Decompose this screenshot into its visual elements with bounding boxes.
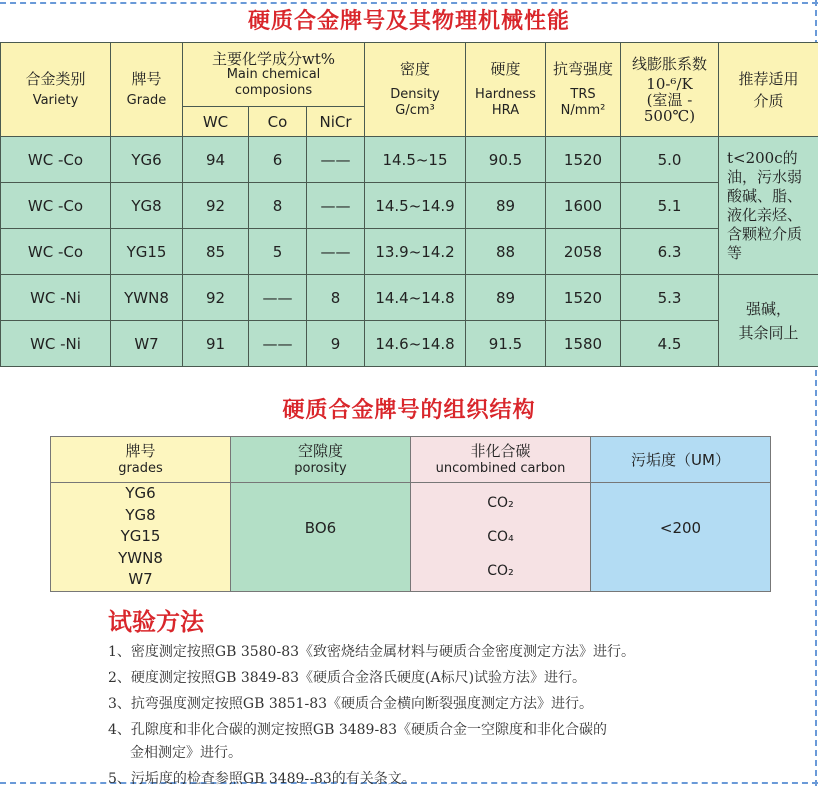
cell-variety: WC -Co [1, 183, 111, 229]
cell-variety: WC -Co [1, 137, 111, 183]
cell-density: 14.5~15 [365, 137, 466, 183]
header-medium: 推荐适用 介质 [719, 43, 818, 137]
cell-density: 14.6~14.8 [365, 321, 466, 367]
cell-density: 13.9~14.2 [365, 229, 466, 275]
table-row [1, 137, 818, 183]
method-item: 1、密度测定按照GB 3580-83《致密烧结金属材料与硬质合金密度测定方法》进行。 [108, 641, 635, 661]
cell-dirt: <200 [591, 483, 771, 592]
cell-hardness: 91.5 [466, 321, 546, 367]
cell-nicr: —— [307, 229, 365, 275]
cell-co: —— [249, 275, 307, 321]
cell-co: —— [249, 321, 307, 367]
header-nicr: NiCr [307, 107, 365, 137]
header-grade: 牌号 Grade [111, 43, 183, 137]
cell-variety: WC -Ni [1, 275, 111, 321]
cell-trs: 1520 [546, 275, 621, 321]
method-item: 2、硬度测定按照GB 3849-83《硬质合金洛氏硬度(A标尺)试验方法》进行。 [108, 667, 586, 687]
cell-trs: 1600 [546, 183, 621, 229]
cell-expansion: 5.3 [621, 275, 719, 321]
cell-co: 6 [249, 137, 307, 183]
cell-nicr: 8 [307, 275, 365, 321]
cell-co: 8 [249, 183, 307, 229]
cell-hardness: 89 [466, 275, 546, 321]
cell-trs: 1520 [546, 137, 621, 183]
cell-density: 14.5~14.9 [365, 183, 466, 229]
header-grades: 牌号 grades [51, 437, 231, 483]
cell-grade: YG8 [111, 183, 183, 229]
header-co: Co [249, 107, 307, 137]
table-row [1, 321, 818, 367]
cell-co: 5 [249, 229, 307, 275]
cell-grade: YG15 [111, 229, 183, 275]
cell-wc: 94 [183, 137, 249, 183]
properties-table [0, 42, 818, 367]
cell-porosity: BO6 [231, 483, 411, 592]
header-expansion: 线膨胀系数 10-⁶/K (室温 - 500℃) [621, 43, 719, 137]
cell-expansion: 6.3 [621, 229, 719, 275]
cell-trs: 2058 [546, 229, 621, 275]
cell-nicr: —— [307, 183, 365, 229]
method-item: 金相测定》进行。 [130, 742, 242, 762]
section-test-methods: 试验方法 [108, 602, 204, 637]
cell-grade: YWN8 [111, 275, 183, 321]
cell-medium-co: t<200c的油，污水弱酸碱、脂、液化亲烃、含颗粒介质等 [719, 137, 818, 275]
cell-hardness: 90.5 [466, 137, 546, 183]
cell-expansion: 4.5 [621, 321, 719, 367]
cell-wc: 91 [183, 321, 249, 367]
cell-wc: 92 [183, 183, 249, 229]
method-item: 3、抗弯强度测定按照GB 3851-83《硬质合金横向断裂强度测定方法》进行。 [108, 693, 593, 713]
header-porosity: 空隙度 porosity [231, 437, 411, 483]
cell-variety: WC -Co [1, 229, 111, 275]
cell-grades: YG6 YG8 YG15 YWN8 W7 [51, 483, 231, 592]
title-properties: 硬质合金牌号及其物理机械性能 [0, 4, 818, 35]
cell-medium-ni: 强碱， 其余同上 [719, 275, 818, 367]
header-carbon: 非化合碳 uncombined carbon [411, 437, 591, 483]
header-chemical: 主要化学成分wt% Main chemical composions [183, 43, 365, 107]
cell-wc: 92 [183, 275, 249, 321]
cell-variety: WC -Ni [1, 321, 111, 367]
table-row [1, 275, 818, 321]
cell-expansion: 5.0 [621, 137, 719, 183]
header-dirt: 污垢度（UM） [591, 437, 771, 483]
cell-hardness: 89 [466, 183, 546, 229]
structure-table [50, 436, 771, 592]
cell-wc: 85 [183, 229, 249, 275]
header-wc: WC [183, 107, 249, 137]
header-hardness: 硬度 Hardness HRA [466, 43, 546, 137]
header-density: 密度 Density G/cm³ [365, 43, 466, 137]
title-structure: 硬质合金牌号的组织结构 [0, 393, 818, 424]
method-item: 5、污垢度的检查参照GB 3489--83的有关条文。 [108, 768, 416, 788]
cell-trs: 1580 [546, 321, 621, 367]
cell-carbon: CO₂ CO₄ CO₂ [411, 483, 591, 592]
cell-hardness: 88 [466, 229, 546, 275]
cell-grade: W7 [111, 321, 183, 367]
method-item: 4、孔隙度和非化合碳的测定按照GB 3489-83《硬质合金一空隙度和非化合碳的 [108, 719, 607, 739]
header-trs: 抗弯强度 TRS N/mm² [546, 43, 621, 137]
table-row [1, 229, 818, 275]
cell-grade: YG6 [111, 137, 183, 183]
cell-expansion: 5.1 [621, 183, 719, 229]
header-variety: 合金类别 Variety [1, 43, 111, 137]
cell-density: 14.4~14.8 [365, 275, 466, 321]
cell-nicr: —— [307, 137, 365, 183]
cell-nicr: 9 [307, 321, 365, 367]
table-row [1, 183, 818, 229]
